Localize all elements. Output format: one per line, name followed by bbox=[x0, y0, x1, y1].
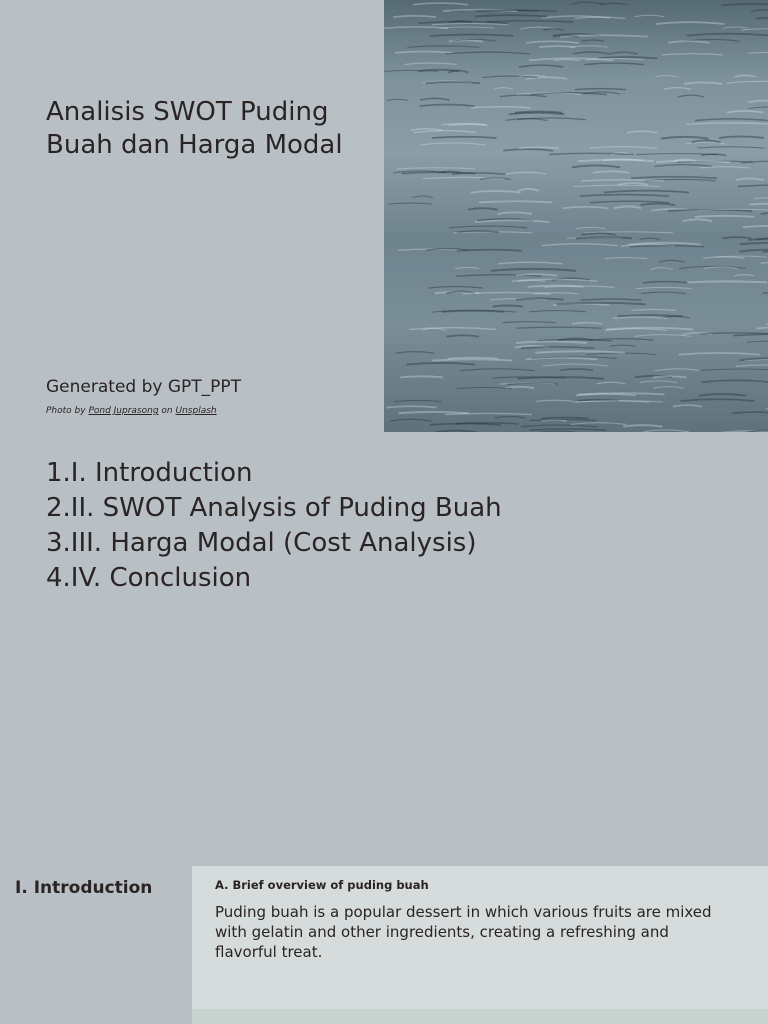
credit-prefix: Photo by bbox=[46, 406, 89, 416]
ripple-stroke bbox=[395, 352, 434, 354]
ripple-stroke bbox=[432, 359, 513, 360]
ripple-stroke bbox=[582, 40, 604, 41]
ripple-stroke bbox=[448, 124, 487, 125]
ripple-stroke bbox=[733, 334, 768, 336]
ripple-stroke bbox=[722, 237, 751, 238]
ripple-stroke bbox=[747, 341, 768, 342]
ripple-stroke bbox=[698, 394, 746, 396]
ripple-stroke bbox=[656, 76, 677, 77]
ripple-stroke bbox=[413, 196, 433, 198]
next-panel-strip bbox=[192, 1009, 768, 1024]
ripple-stroke bbox=[447, 335, 479, 336]
ripple-stroke bbox=[630, 246, 704, 247]
ripple-stroke bbox=[430, 34, 513, 35]
ripple-stroke bbox=[748, 101, 768, 103]
body-paragraph: Puding buah is a popular dessert in which various fruits are mixed with gelatin and other ingredients, creating a refreshing and flavorful treat. bbox=[215, 903, 712, 961]
ripple-stroke bbox=[407, 46, 479, 48]
ripple-stroke bbox=[387, 99, 408, 100]
ripple-stroke bbox=[613, 317, 667, 318]
ripple-stroke bbox=[425, 82, 480, 83]
ripple-stroke bbox=[643, 281, 688, 282]
section-heading: I. Introduction bbox=[15, 878, 153, 898]
ripple-stroke bbox=[763, 292, 768, 293]
ripple-stroke bbox=[420, 98, 449, 100]
ripple-stroke bbox=[735, 75, 756, 77]
ripple-stroke bbox=[653, 376, 687, 377]
ripple-stroke bbox=[716, 256, 766, 257]
ripple-stroke bbox=[519, 75, 545, 76]
agenda-list bbox=[46, 456, 502, 596]
ripple-stroke bbox=[655, 165, 713, 167]
ripple-stroke bbox=[388, 203, 432, 204]
ripple-stroke bbox=[521, 425, 597, 427]
agenda-item-conclusion: 4.IV. Conclusion bbox=[46, 563, 252, 593]
agenda-item-harga-modal: 3.III. Harga Modal (Cost Analysis) bbox=[46, 528, 477, 558]
ripple-stroke bbox=[659, 260, 685, 262]
ripple-stroke bbox=[413, 3, 468, 5]
ripple-stroke bbox=[406, 363, 475, 365]
ripple-stroke bbox=[590, 201, 669, 203]
ripple-stroke bbox=[721, 4, 768, 5]
ripple-stroke bbox=[572, 165, 621, 167]
ripple-stroke bbox=[700, 167, 750, 168]
ripple-stroke bbox=[668, 41, 709, 43]
ripple-stroke bbox=[445, 413, 532, 414]
ripple-stroke bbox=[471, 107, 531, 108]
ripple-stroke bbox=[497, 212, 531, 214]
ripple-stroke bbox=[519, 147, 560, 148]
title-slide bbox=[0, 0, 768, 432]
photographer-link[interactable]: Pond Juprasong bbox=[88, 406, 159, 416]
ripple-stroke bbox=[726, 81, 768, 83]
photo-credit bbox=[46, 406, 217, 416]
water-ripples bbox=[384, 0, 768, 432]
ripple-stroke bbox=[678, 95, 704, 97]
ripple-stroke bbox=[493, 306, 523, 307]
ripple-stroke bbox=[577, 401, 663, 402]
ripple-stroke bbox=[449, 21, 472, 22]
ripple-stroke bbox=[750, 204, 768, 205]
ripple-stroke bbox=[584, 63, 644, 65]
ripple-stroke bbox=[756, 327, 768, 328]
ripple-stroke bbox=[503, 322, 556, 323]
ripple-stroke bbox=[541, 417, 588, 418]
ripple-stroke bbox=[395, 51, 453, 52]
ripple-stroke bbox=[468, 208, 498, 210]
ripple-stroke bbox=[639, 238, 659, 239]
ripple-stroke bbox=[682, 219, 712, 221]
ripple-stroke bbox=[597, 382, 626, 384]
ripple-stroke bbox=[572, 323, 602, 324]
ripple-stroke bbox=[756, 17, 768, 19]
ripple-stroke bbox=[563, 207, 609, 208]
ripple-stroke bbox=[442, 311, 504, 312]
ripple-stroke bbox=[687, 281, 767, 282]
ripple-stroke bbox=[576, 394, 636, 396]
ripple-stroke bbox=[529, 311, 586, 312]
ripple-stroke bbox=[664, 88, 691, 90]
ripple-stroke bbox=[719, 136, 764, 138]
introduction-slide bbox=[0, 866, 768, 1024]
ripple-stroke bbox=[614, 206, 641, 208]
ripple-stroke bbox=[738, 185, 768, 186]
ripple-stroke bbox=[673, 405, 702, 407]
ripple-stroke bbox=[400, 376, 443, 377]
ripple-stroke bbox=[397, 168, 475, 169]
ripple-stroke bbox=[457, 387, 512, 388]
ripple-stroke bbox=[701, 154, 726, 155]
subsection-heading: A. Brief overview of puding buah bbox=[215, 878, 429, 892]
ripple-stroke bbox=[727, 111, 763, 113]
ripple-stroke bbox=[749, 107, 768, 109]
ripple-stroke bbox=[543, 364, 608, 366]
ripple-stroke bbox=[623, 425, 663, 427]
ripple-stroke bbox=[517, 327, 602, 328]
ripple-stroke bbox=[636, 287, 692, 288]
ripple-stroke bbox=[698, 147, 765, 148]
ripple-stroke bbox=[627, 131, 657, 133]
agenda-slide bbox=[0, 432, 768, 865]
ripple-stroke bbox=[432, 137, 497, 138]
ripple-stroke bbox=[398, 412, 468, 413]
ripple-stroke bbox=[409, 328, 496, 330]
generated-by-label: Generated by GPT_PPT bbox=[46, 377, 242, 397]
ripple-stroke bbox=[702, 380, 768, 382]
ripple-stroke bbox=[495, 416, 525, 418]
ripple-stroke bbox=[498, 262, 563, 264]
water-photo bbox=[384, 0, 768, 432]
ripple-stroke bbox=[684, 82, 722, 83]
ripple-stroke bbox=[560, 369, 593, 370]
ripple-stroke bbox=[576, 227, 605, 228]
ripple-stroke bbox=[455, 267, 479, 268]
ripple-stroke bbox=[590, 339, 653, 340]
ripple-stroke bbox=[604, 191, 689, 193]
ripple-stroke bbox=[445, 52, 529, 54]
ripple-stroke bbox=[609, 52, 638, 54]
ripple-stroke bbox=[543, 29, 564, 30]
ripple-stroke bbox=[542, 244, 618, 246]
ripple-stroke bbox=[733, 412, 768, 413]
ripple-stroke bbox=[452, 173, 505, 174]
ripple-stroke bbox=[475, 15, 547, 16]
ripple-stroke bbox=[655, 369, 701, 371]
ripple-stroke bbox=[535, 351, 625, 352]
ripple-stroke bbox=[430, 423, 501, 424]
ripple-stroke bbox=[518, 377, 604, 379]
ripple-stroke bbox=[391, 419, 432, 421]
ripple-stroke bbox=[640, 204, 675, 205]
ripple-stroke bbox=[500, 95, 547, 97]
ripple-stroke bbox=[695, 119, 768, 121]
ripple-stroke bbox=[394, 400, 442, 401]
ripple-stroke bbox=[656, 22, 725, 24]
ripple-stroke bbox=[578, 160, 654, 162]
ripple-stroke bbox=[491, 269, 576, 271]
ripple-stroke bbox=[599, 3, 627, 4]
ripple-stroke bbox=[571, 423, 627, 425]
ripple-stroke bbox=[593, 171, 629, 172]
ripple-stroke bbox=[700, 369, 768, 370]
ripple-stroke bbox=[529, 429, 606, 430]
ripple-stroke bbox=[581, 233, 615, 235]
ripple-stroke bbox=[610, 345, 637, 346]
ripple-stroke bbox=[573, 185, 660, 186]
ripple-stroke bbox=[462, 292, 551, 293]
ripple-stroke bbox=[475, 220, 549, 222]
ripple-stroke bbox=[432, 23, 508, 24]
ripple-stroke bbox=[722, 27, 748, 28]
ripple-stroke bbox=[580, 195, 669, 196]
ripple-stroke bbox=[571, 2, 603, 4]
ripple-stroke bbox=[516, 341, 587, 342]
ripple-stroke bbox=[686, 123, 768, 124]
ripple-stroke bbox=[635, 15, 665, 16]
ripple-stroke bbox=[681, 399, 755, 401]
ripple-stroke bbox=[549, 153, 633, 154]
ripple-stroke bbox=[471, 191, 521, 193]
ripple-stroke bbox=[486, 21, 573, 22]
ripple-stroke bbox=[661, 137, 709, 139]
unsplash-link[interactable]: Unsplash bbox=[175, 406, 217, 416]
agenda-item-swot: 2.II. SWOT Analysis of Puding Buah bbox=[46, 493, 502, 523]
ripple-stroke bbox=[428, 286, 482, 288]
ripple-stroke bbox=[573, 52, 609, 54]
ripple-stroke bbox=[581, 180, 664, 181]
ripple-stroke bbox=[734, 275, 754, 276]
ripple-stroke bbox=[414, 131, 476, 133]
credit-middle: on bbox=[158, 406, 176, 416]
ripple-stroke bbox=[695, 216, 754, 217]
ripple-stroke bbox=[526, 41, 579, 43]
ripple-stroke bbox=[736, 365, 768, 366]
ripple-stroke bbox=[503, 149, 553, 151]
ripple-stroke bbox=[570, 46, 608, 48]
presentation-title: Analisis SWOT Puding Buah dan Harga Modal bbox=[46, 97, 343, 160]
ripple-stroke bbox=[421, 143, 486, 145]
ripple-stroke bbox=[575, 89, 626, 90]
ripple-stroke bbox=[651, 268, 673, 270]
ripple-stroke bbox=[449, 226, 527, 228]
ripple-stroke bbox=[576, 237, 632, 238]
ripple-stroke bbox=[590, 147, 657, 149]
ripple-stroke bbox=[518, 189, 539, 191]
ripple-stroke bbox=[631, 177, 717, 179]
ripple-stroke bbox=[761, 262, 768, 263]
ripple-stroke bbox=[506, 172, 546, 174]
ripple-stroke bbox=[662, 54, 723, 55]
ripple-stroke bbox=[632, 309, 676, 310]
ripple-stroke bbox=[686, 34, 768, 36]
ripple-stroke bbox=[536, 400, 573, 401]
ripple-stroke bbox=[679, 353, 760, 355]
ripple-stroke bbox=[393, 16, 436, 17]
ripple-stroke bbox=[653, 387, 684, 388]
ripple-stroke bbox=[640, 381, 677, 383]
ripple-stroke bbox=[483, 76, 538, 78]
ripple-stroke bbox=[740, 243, 768, 244]
ripple-stroke bbox=[404, 63, 456, 64]
ripple-stroke bbox=[736, 178, 764, 180]
ripple-stroke bbox=[493, 88, 513, 90]
ripple-stroke bbox=[521, 347, 594, 348]
ripple-stroke bbox=[420, 105, 475, 107]
ripple-stroke bbox=[440, 27, 495, 28]
ripple-stroke bbox=[751, 10, 768, 12]
ripple-stroke bbox=[618, 183, 648, 185]
ripple-stroke bbox=[754, 198, 768, 199]
ripple-stroke bbox=[519, 65, 563, 67]
ripple-stroke bbox=[384, 27, 448, 28]
ripple-stroke bbox=[517, 118, 586, 120]
ripple-stroke bbox=[574, 17, 625, 18]
ripple-stroke bbox=[641, 292, 686, 294]
ripple-stroke bbox=[581, 299, 642, 300]
ripple-stroke bbox=[479, 201, 552, 202]
ripple-stroke bbox=[741, 29, 768, 30]
ripple-stroke bbox=[618, 315, 683, 316]
ripple-stroke bbox=[539, 46, 575, 47]
ripple-stroke bbox=[747, 52, 768, 53]
agenda-item-introduction: 1.I. Introduction bbox=[46, 458, 253, 488]
ripple-stroke bbox=[605, 258, 647, 259]
ripple-stroke bbox=[460, 369, 535, 371]
ripple-stroke bbox=[743, 226, 768, 228]
ripple-stroke bbox=[386, 406, 436, 407]
ripple-stroke bbox=[553, 59, 579, 60]
ripple-stroke bbox=[761, 212, 768, 214]
